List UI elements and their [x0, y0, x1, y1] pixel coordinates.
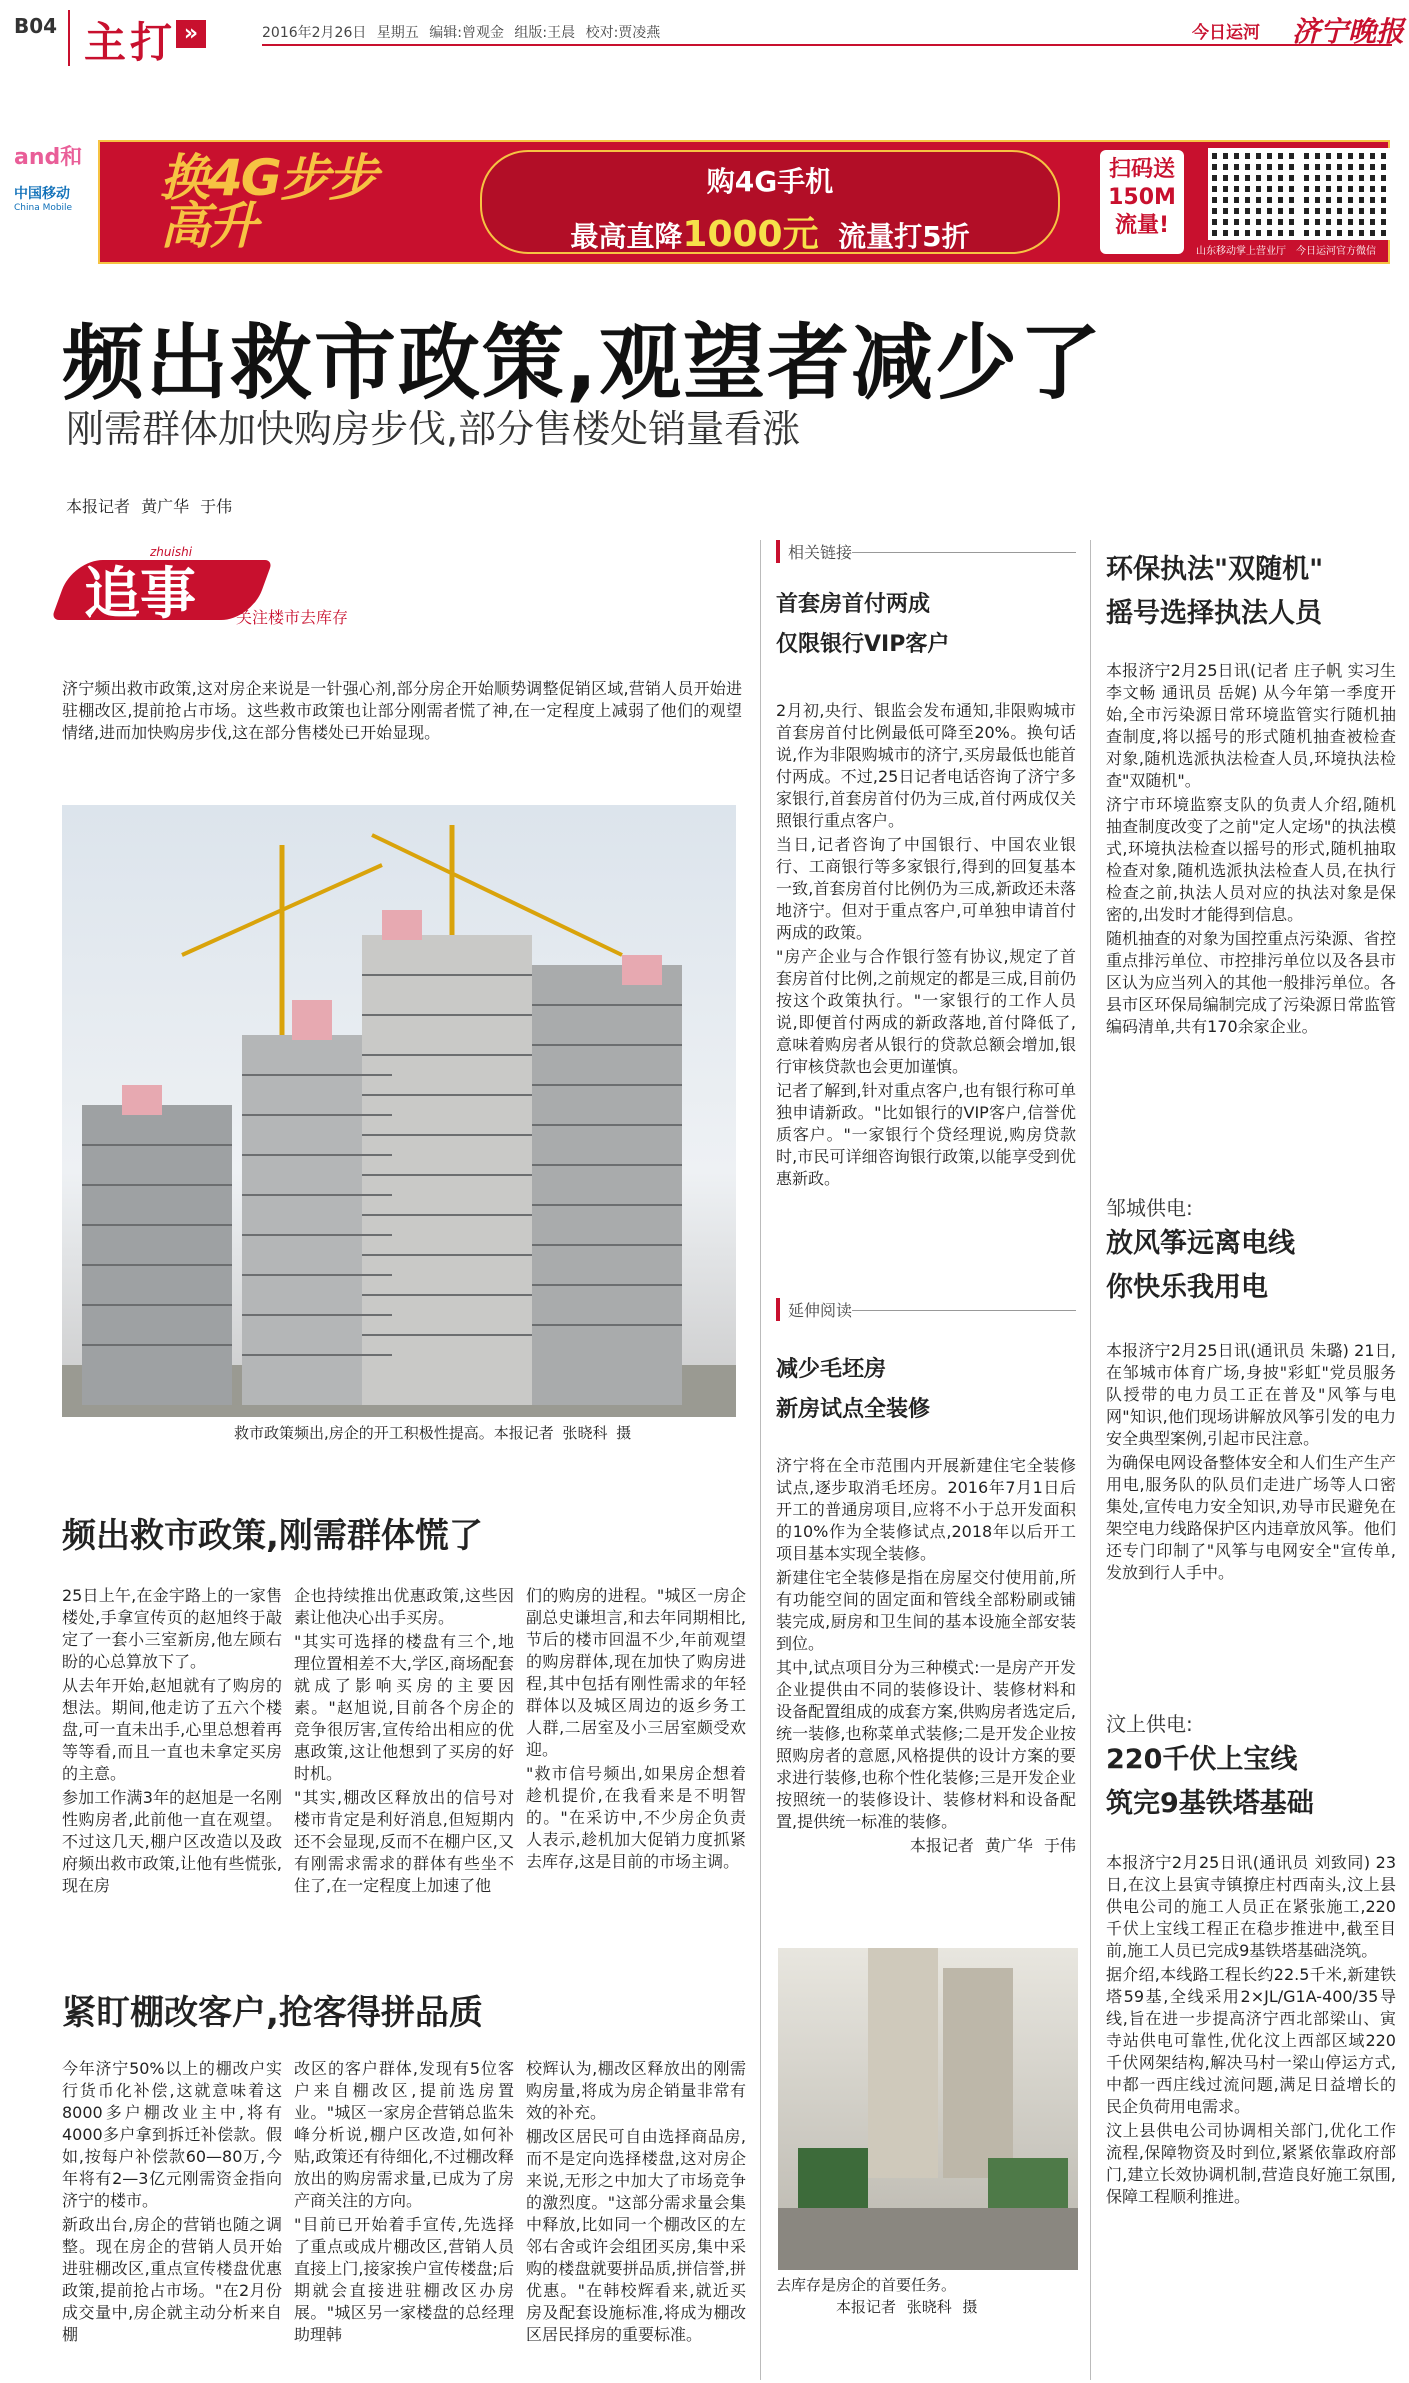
- body-paragraph: 新政出台,房企的营销也随之调整。现在房企的营销人员开始进驻棚改区,重点宣传楼盘优惠政策,提前抢占市场。"在2月份成交量中,房企就主动分析来自棚: [62, 2215, 282, 2344]
- body-paragraph: "目前已开始着手宣传,先选择了重点或成片棚改区,营销人员直接上门,接家挨户宣传楼盘;后期就会直接进驻棚改区办房展。"城区另一家楼盘的总经理助理韩: [294, 2215, 514, 2344]
- body-paragraph: 汶上县供电公司协调相关部门,优化工作流程,保障物资及时到位,紧紧依靠政府部门,建立长效协调机制,营造良好施工氛围,保障工程顺利推进。: [1106, 2121, 1396, 2206]
- qr-caption: 今日运河官方微信: [1296, 246, 1376, 257]
- ad-slogan: 换4G步步高升: [160, 149, 376, 255]
- body-paragraph: "其实可选择的楼盘有三个,地理位置相差不大,学区,商场配套就成了影响买房的主要因素。"赵旭说,目前各个房企的竞争很厉害,宣传给出相应的优惠政策,这让他想到了买房的好时机。: [294, 1632, 514, 1783]
- story1-body: [1106, 660, 1396, 1038]
- body-paragraph: 企也持续推出优惠政策,这些因素让他决心出手买房。: [294, 1586, 514, 1627]
- related-link-label: 相关链接: [776, 540, 852, 563]
- photo-caption: 救市政策频出,房企的开工积极性提高。本报记者 张晓科 摄: [234, 1424, 632, 1442]
- page-number: B04: [14, 14, 58, 38]
- body-paragraph: 今年济宁50%以上的棚改户实行货币化补偿,这就意味着这8000多户棚改业主中,将有4000多户拿到拆迁补偿款。假如,按每户补偿款60—80万,今年将有2—3亿元刚需资金指向济宁的楼市。: [62, 2059, 282, 2210]
- header-rule: [262, 44, 1392, 46]
- lead-paragraph: 济宁频出救市政策,这对房企来说是一针强心剂,部分房企开始顺势调整促销区域,营销人员开始进驻棚改区,提前抢占市场。这些救市政策也让部分刚需者慌了神,在一定程度上减弱了他们的观望情绪,进而加快购房步伐,这在部分售楼处已开始显现。: [62, 679, 742, 742]
- body-paragraph: 据介绍,本线路工程长约22.5千米,新建铁塔59基,全线采用2×JL/G1A-400/35导线,旨在进一步提高济宁西北部梁山、寅寺站供电可靠性,优化汶上西部区域220千伏网架结构,解决马村一梁山停运方式,中都一西庄线过流问题,满足日益增长的民企负荷用电需求。: [1106, 1965, 1396, 2116]
- body-paragraph: 25日上午,在金宇路上的一家售楼处,手拿宣传页的赵旭终于敲定了一套小三室新房,他左顾右盼的心总算放下了。: [62, 1586, 282, 1671]
- story1-title-line2: 摇号选择执法人员: [1106, 598, 1322, 629]
- body-paragraph: 济宁将在全市范围内开展新建住宅全装修试点,逐步取消毛坯房。2016年7月1日后开工的普通房项目,应将不小于总开发面积的10%作为全装修试点,2018年以后开工项目基本实现全装修。: [776, 1456, 1076, 1563]
- story2-title: [1106, 1222, 1396, 1310]
- extended-title: [776, 1350, 930, 1430]
- extended-title-line1: 减少毛坯房: [776, 1357, 887, 1382]
- story2-title-line2: 你快乐我用电: [1106, 1272, 1268, 1303]
- story2-title-line1: 放风筝远离电线: [1106, 1228, 1295, 1259]
- body-paragraph: 棚改区居民可自由选择商品房,而不是定向选择楼盘,这对房企来说,无形之中加大了市场竞争的激烈度。"这部分需求量会集中释放,比如同一个棚改区的左邻右舍或许会组团买房,集中采购的楼盘就要拼品质,拼信誉,拼优惠。"在韩校辉看来,就近买房及配套设施标准,将成为棚改区居民择房的重要标准。: [526, 2127, 746, 2344]
- double-chevron-icon: »: [176, 20, 206, 48]
- ad-offer-line1: 购4G手机: [706, 165, 834, 198]
- ad-offer: [480, 150, 1060, 254]
- logo-cn: 中国移动: [14, 186, 70, 202]
- text-column: [294, 1585, 514, 1897]
- ad-scan-badge: 扫码送150M流量!: [1100, 150, 1184, 254]
- column-tag: 关注楼市去库存: [236, 608, 349, 627]
- column-divider: [1090, 540, 1091, 2380]
- body-paragraph: 本报济宁2月25日讯(记者 庄子帆 实习生 李文畅 通讯员 岳娓) 从今年第一季度开始,全市污染源日常环境监管实行随机抽查制度,将以摇号的形式随机抽查被检查对象,随机选派执法检查人员,环境执法检查"双随机"。: [1106, 661, 1396, 790]
- building-illustration: [62, 805, 736, 1417]
- column-divider: [760, 540, 761, 2380]
- extended-reading-label: 延伸阅读: [776, 1298, 852, 1321]
- body-paragraph: "房产企业与合作银行签有协议,规定了首套房首付比例,之前规定的都是三成,目前仍按这个政策执行。"一家银行的工作人员说,即便首付两成的新政落地,首付降低了,意味着购房者从银行的贷款总额会增加,银行审核贷款也会更加谨慎。: [776, 947, 1076, 1076]
- story3-title-line2: 筑完9基铁塔基础: [1106, 1788, 1314, 1819]
- text-column: [62, 2058, 282, 2346]
- related-title-line2: 仅限银行VIP客户: [776, 632, 950, 657]
- story2-body: [1106, 1340, 1396, 1584]
- extended-byline: 本报记者 黄广华 于伟: [909, 1836, 1076, 1855]
- headline: 频出救市政策,观望者减少了: [62, 316, 1104, 411]
- street-photo-caption: 去库存是房企的首要任务。: [776, 2276, 957, 2294]
- body-paragraph: 随机抽查的对象为国控重点污染源、省控重点排污单位、市控排污单位以及各县市区认为应当列入的其他一般排污单位。各县市区环保局编制完成了污染源日常监管编码清单,共有170余家企业。: [1106, 929, 1396, 1036]
- and-logo: and和: [14, 145, 83, 170]
- brand-label: 今日运河: [1192, 23, 1260, 43]
- body-paragraph: 本报济宁2月25日讯(通讯员 刘致同) 23日,在汶上县寅寺镇撩庄村西南头,汶上县供电公司的施工人员正在紧张施工,220千伏上宝线工程正在稳步推进中,截至目前,施工人员已完成9基铁塔基础浇筑。: [1106, 1853, 1396, 1960]
- body-paragraph: 济宁市环境监察支队的负责人介绍,随机抽查制度改变了之前"定人定场"的执法模式,环境执法检查以摇号的形式,随机抽取检查对象,随机选派执法检查人员,在执行检查之前,执法人员对应的执法对象是保密的,出发时才能得到信息。: [1106, 795, 1396, 924]
- body-paragraph: 记者了解到,针对重点客户,也有银行称可单独申请新政。"比如银行的VIP客户,信誉优质客户。"一家银行个贷经理说,购房贷款时,市民可详细咨询银行政策,以能享受到优惠新政。: [776, 1081, 1076, 1188]
- qr-code-icon[interactable]: [1208, 148, 1300, 240]
- china-mobile-logo: [14, 140, 98, 260]
- body-paragraph: 新建住宅全装修是指在房屋交付使用前,所有功能空间的固定面和管线全部粉刷或铺装完成,厨房和卫生间的基本设施全部安装到位。: [776, 1568, 1076, 1653]
- body-paragraph: "其实,棚改区释放出的信号对楼市肯定是利好消息,但短期内还不会显现,反而不在棚户区,又有刚需求需求的群体有些坐不住了,在一定程度上加速了他: [294, 1788, 514, 1895]
- related-title-line1: 首套房首付两成: [776, 592, 931, 617]
- text-column: [526, 2058, 746, 2346]
- related-title: [776, 585, 949, 665]
- body-paragraph: 改区的客户群体,发现有5位客户来自棚改区,提前选房置业。"城区一家房企营销总监朱峰分析说,棚户区改造,如何补贴,政策还有待细化,不过棚改释放出的购房需求量,已成为了房产商关注的方向。: [294, 2059, 514, 2210]
- section-name: 主打: [84, 18, 177, 67]
- body-paragraph: 为确保电网设备整体安全和人们生产生产用电,服务队的队员们走进广场等人口密集处,宣传电力安全知识,劝导市民避免在架空电力线路保护区内违章放风筝。他们还专门印制了"风筝与电网安全"宣传单,发放到行人手中。: [1106, 1453, 1396, 1582]
- street-illustration: [778, 1948, 1078, 2270]
- body-paragraph: 本报济宁2月25日讯(通讯员 朱璐) 21日,在邹城市体育广场,身披"彩虹"党员服务队授带的电力员工正在普及"风筝与电网"知识,他们现场讲解放风筝引发的电力安全典型案例,引起市民注意。: [1106, 1341, 1396, 1448]
- ad-data-offer: 流量打5折: [838, 220, 970, 253]
- body-paragraph: 校辉认为,棚改区释放出的刚需购房量,将成为房企销量非常有效的补充。: [526, 2059, 746, 2122]
- story2-prefix: 邹城供电:: [1106, 1196, 1193, 1220]
- body-paragraph: 参加工作满3年的赵旭是一名刚性购房者,此前他一直在观望。不过这几天,棚户区改造以及政府频出救市政策,让他有些慌张,现在房: [62, 1788, 282, 1895]
- related-body: [776, 700, 1076, 1190]
- ad-offer-line2: [482, 206, 1058, 257]
- column-pinyin: zhuishi: [150, 545, 193, 559]
- newspaper-logo: 济宁晚报: [1292, 15, 1405, 48]
- header-divider: [68, 10, 70, 66]
- body-paragraph: 从去年开始,赵旭就有了购房的想法。期间,他走访了五六个楼盘,可一直未出手,心里总想着再等等看,而且一直也未拿定买房的主意。: [62, 1676, 282, 1783]
- logo-en: China Mobile: [14, 203, 73, 213]
- street-photo: [778, 1948, 1078, 2270]
- ad-banner[interactable]: [98, 140, 1390, 264]
- story3-title: [1106, 1738, 1396, 1826]
- story3-body: [1106, 1852, 1396, 2208]
- ad-discount-amount: 1000元: [682, 214, 819, 255]
- ad-discount-label: 最高直降: [570, 220, 683, 253]
- body-paragraph: "救市信号频出,如果房企想着趁机提价,在我看来是不明智的。"在采访中,不少房企负责人表示,趁机加大促销力度抓紧去库存,这是目前的市场主调。: [526, 1764, 746, 1871]
- street-photo-credit: 本报记者 张晓科 摄: [836, 2298, 978, 2316]
- story3-title-line1: 220千伏上宝线: [1106, 1744, 1298, 1775]
- construction-photo: [62, 805, 736, 1417]
- section-heading: 频出救市政策,刚需群体慌了: [62, 1516, 483, 1556]
- text-column: [526, 1585, 746, 1873]
- body-paragraph: 其中,试点项目分为三种模式:一是房产开发企业提供由不同的装修设计、装修材料和设备配置组成的成套方案,供购房者选定后,统一装修,也称菜单式装修;二是开发企业按照购房者的意愿,风格提供的设计方案的要求进行装修,也称个性化装修;三是开发企业按照统一的装修设计、装修材料和设备配置,提供统一标准的装修。: [776, 1658, 1076, 1831]
- body-paragraph: 2月初,央行、银监会发布通知,非限购城市首套房首付比例最低可降至20%。换句话说,作为非限购城市的济宁,买房最低也能首付两成。不过,25日记者电话咨询了济宁多家银行,首套房首付仍为三成,首付两成仅关照银行重点客户。: [776, 701, 1076, 830]
- subheadline: 刚需群体加快购房步伐,部分售楼处销量看涨: [66, 407, 801, 451]
- extended-title-line2: 新房试点全装修: [776, 1397, 931, 1422]
- column-title: 追事: [84, 561, 196, 627]
- story3-prefix: 汶上供电:: [1106, 1712, 1193, 1736]
- extended-body: [776, 1455, 1076, 1857]
- qr-code-icon[interactable]: [1300, 148, 1392, 240]
- text-column: [62, 1585, 282, 1897]
- body-paragraph: 们的购房的进程。"城区一房企副总史谦坦言,和去年同期相比,节后的楼市回温不少,年前观望的购房群体,现在加快了购房进程,其中包括有刚性需求的年轻群体以及城区周边的返乡务工人群,二居室及小三居室颇受欢迎。: [526, 1586, 746, 1759]
- text-column: [294, 2058, 514, 2346]
- body-paragraph: 当日,记者咨询了中国银行、中国农业银行、工商银行等多家银行,得到的回复基本一致,首套房首付比例仍为三成,新政还未落地济宁。但对于重点客户,可单独申请首付两成的政策。: [776, 835, 1076, 942]
- section-heading: 紧盯棚改客户,抢客得拼品质: [62, 1993, 483, 2033]
- qr-caption: 山东移动掌上营业厅: [1196, 246, 1286, 257]
- story1-title-line1: 环保执法"双随机": [1106, 554, 1324, 585]
- story1-title: [1106, 548, 1396, 636]
- byline: 本报记者 黄广华 于伟: [66, 497, 233, 516]
- edition-info: 2016年2月26日 星期五 编辑:曾观金 组版:王晨 校对:贾凌燕: [262, 25, 661, 41]
